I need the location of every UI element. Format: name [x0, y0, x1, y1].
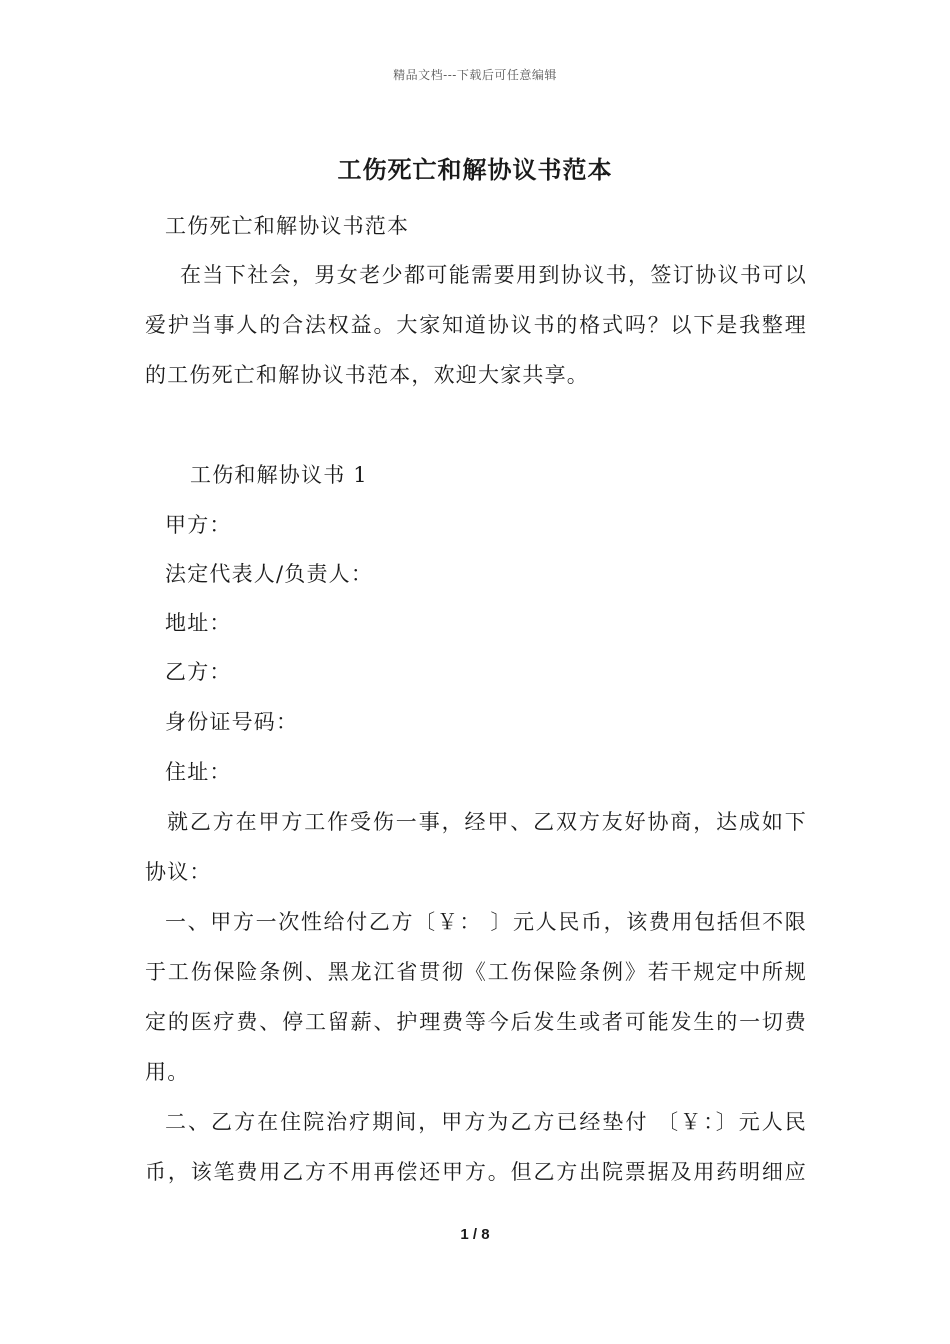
field-address: 地址： [165, 611, 232, 635]
section-heading: 工伤和解协议书 1 [190, 463, 368, 487]
document-title: 工伤死亡和解协议书范本 [337, 155, 613, 184]
field-party-a: 甲方： [165, 513, 232, 537]
clause-1-line-1: 一、甲方一次性给付乙方〔￥： 〕元人民币，该费用包括但不限 [165, 910, 807, 934]
field-legal-representative: 法定代表人/负责人： [165, 562, 374, 586]
field-party-b: 乙方： [165, 660, 232, 684]
page-header-watermark: 精品文档---下载后可任意编辑 [393, 68, 557, 82]
field-residence: 住址： [165, 760, 232, 784]
clause-1-line-4: 用。 [145, 1060, 190, 1084]
clause-1-line-3: 定的医疗费、停工留薪、护理费等今后发生或者可能发生的一切费 [145, 1010, 807, 1034]
document-subtitle: 工伤死亡和解协议书范本 [165, 214, 410, 238]
page-number: 1 / 8 [460, 1226, 490, 1243]
clause-2-line-2: 币，该笔费用乙方不用再偿还甲方。但乙方出院票据及用药明细应 [145, 1160, 807, 1184]
field-id-number: 身份证号码： [165, 710, 299, 734]
preamble-line-1: 就乙方在甲方工作受伤一事，经甲、乙双方友好协商，达成如下 [167, 810, 807, 834]
intro-line-1: 在当下社会，男女老少都可能需要用到协议书，签订协议书可以 [180, 263, 807, 287]
clause-2-line-1: 二、乙方在住院治疗期间，甲方为乙方已经垫付 〔￥：〕元人民 [165, 1110, 807, 1134]
clause-1-line-2: 于工伤保险条例、黑龙江省贯彻《工伤保险条例》若干规定中所规 [145, 960, 807, 984]
intro-line-2: 爱护当事人的合法权益。大家知道协议书的格式吗？以下是我整理 [145, 313, 807, 337]
intro-line-3: 的工伤死亡和解协议书范本，欢迎大家共享。 [145, 363, 589, 387]
preamble-line-2: 协议： [145, 860, 212, 884]
